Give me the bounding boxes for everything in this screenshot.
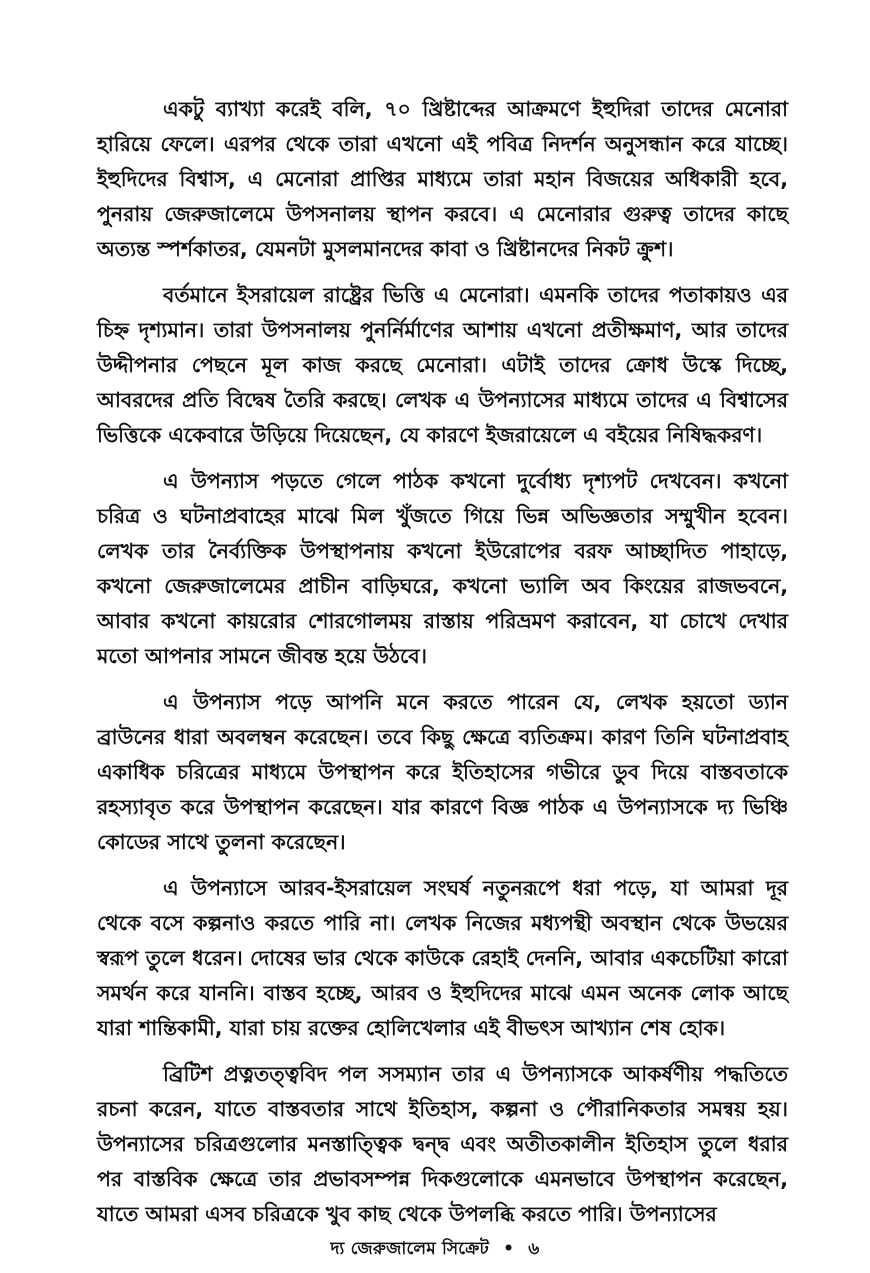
paragraph-4: এ উপন্যাস পড়ে আপনি মনে করতে পারেন যে, লেখক হয়তো ড্যান ব্রাউনের ধারা অবলম্বন করেছেন। তবে কিছু ক্ষেত্রে ব্যতিক্রম। কারণ তিনি ঘটনাপ্রবাহ একাধিক চরিত্রের মাধ্যমে উপস্থাপন করে ইতিহাসের গভীরে ডুব দিয়ে বাস্তবতাকে রহস্যাবৃত করে উপস্থাপন করেছেন। যার কারণে বিজ্ঞ পাঠক এ উপন্যাসকে দ্য ভিঞ্চি কোডের সাথে তুলনা করেছেন। <box>97 690 788 854</box>
footer-page-number: ৬ <box>528 1239 540 1259</box>
paragraph-2: বর্তমানে ইসরায়েল রাষ্ট্রের ভিত্তি এ মেনোরা। এমনকি তাদের পতাকায়ও এর চিহ্ন দৃশ্যমান। তারা উপসনালয় পুনর্নির্মাণের আশায় এখনো প্রতীক্ষমাণ, আর তাদের উদ্দীপনার পেছনে মূল কাজ করছে মেনোরা। এটাই তাদের ক্রোধ উস্কে দিচ্ছে, আবরদের প্রতি বিদ্বেষ তৈরি করছে। লেখক এ উপন্যাসের মাধ্যমে তাদের এ বিশ্বাসের ভিত্তিকে একেবারে উড়িয়ে দিয়েছেন, যে কারণে ইজরায়েলে এ বইয়ের নিষিদ্ধকরণ। <box>97 283 788 447</box>
page-footer <box>0 1236 870 1264</box>
paragraph-5: এ উপন্যাসে আরব-ইসরায়েল সংঘর্ষ নতুনরূপে ধরা পড়ে, যা আমরা দূর থেকে বসে কল্পনাও করতে পারি না। লেখক নিজের মধ্যপন্থী অবস্থান থেকে উভয়ের স্বরূপ তুলে ধরেন। দোষের ভার থেকে কাউকে রেহাই দেননি, আবার একচেটিয়া কারো সমর্থন করে যাননি। বাস্তব হচ্ছে, আরব ও ইহুদিদের মাঝে এমন অনেক লোক আছে যারা শান্তিকামী, যারা চায় রক্তের হোলিখেলার এই বীভৎস আখ্যান শেষ হোক। <box>97 876 788 1040</box>
paragraph-6: ব্রিটিশ প্রত্নতত্ত্ববিদ পল সসম্যান তার এ উপন্যাসকে আকর্ষণীয় পদ্ধতিতে রচনা করেন, যাতে বাস্তবতার সাথে ইতিহাস, কল্পনা ও পৌরানিকতার সমন্বয় হয়। উপন্যাসের চরিত্রগুলোর মনস্তাত্ত্বিক দ্বন্দ্ব এবং অতীতকালীন ইতিহাস তুলে ধরার পর বাস্তবিক ক্ষেত্রে তার প্রভাবসম্পন্ন দিকগুলোকে এমনভাবে উপস্থাপন করেছেন, যাতে আমরা এসব চরিত্রকে খুব কাছ থেকে উপলব্ধি করতে পারি। উপন্যাসের <box>97 1062 788 1226</box>
footer-book-title: দ্য জেরুজালেম সিক্রেট <box>330 1239 489 1259</box>
footer-separator: • <box>503 1239 515 1259</box>
paragraph-1: একটু ব্যাখ্যা করেই বলি, ৭০ খ্রিষ্টাব্দের আক্রমণে ইহুদিরা তাদের মেনোরা হারিয়ে ফেলে। এরপর থেকে তারা এখনো এই পবিত্র নিদর্শন অনুসন্ধান করে যাচ্ছে। ইহুদিদের বিশ্বাস, এ মেনোরা প্রাপ্তির মাধ্যমে তারা মহান বিজয়ের অধিকারী হবে, পুনরায় জেরুজালেমে উপসনালয় স্থাপন করবে। এ মেনোরার গুরুত্ব তাদের কাছে অত্যন্ত স্পর্শকাতর, যেমনটা মুসলমানদের কাবা ও খ্রিষ্টানদের নিকট ক্রুশ। <box>97 97 788 261</box>
paragraph-3: এ উপন্যাস পড়তে গেলে পাঠক কখনো দুর্বোধ্য দৃশ্যপট দেখবেন। কখনো চরিত্র ও ঘটনাপ্রবাহের মাঝে মিল খুঁজতে গিয়ে ভিন্ন অভিজ্ঞতার সম্মুখীন হবেন। লেখক তার নৈর্ব্যক্তিক উপস্থাপনায় কখনো ইউরোপের বরফ আচ্ছাদিত পাহাড়ে, কখনো জেরুজালেমের প্রাচীন বাড়িঘরে, কখনো ভ্যালি অব কিংয়ের রাজভবনে, আবার কখনো কায়রোর শোরগোলময় রাস্তায় পরিভ্রমণ করাবেন, যা চোখে দেখার মতো আপনার সামনে জীবন্ত হয়ে উঠবে। <box>97 469 788 668</box>
